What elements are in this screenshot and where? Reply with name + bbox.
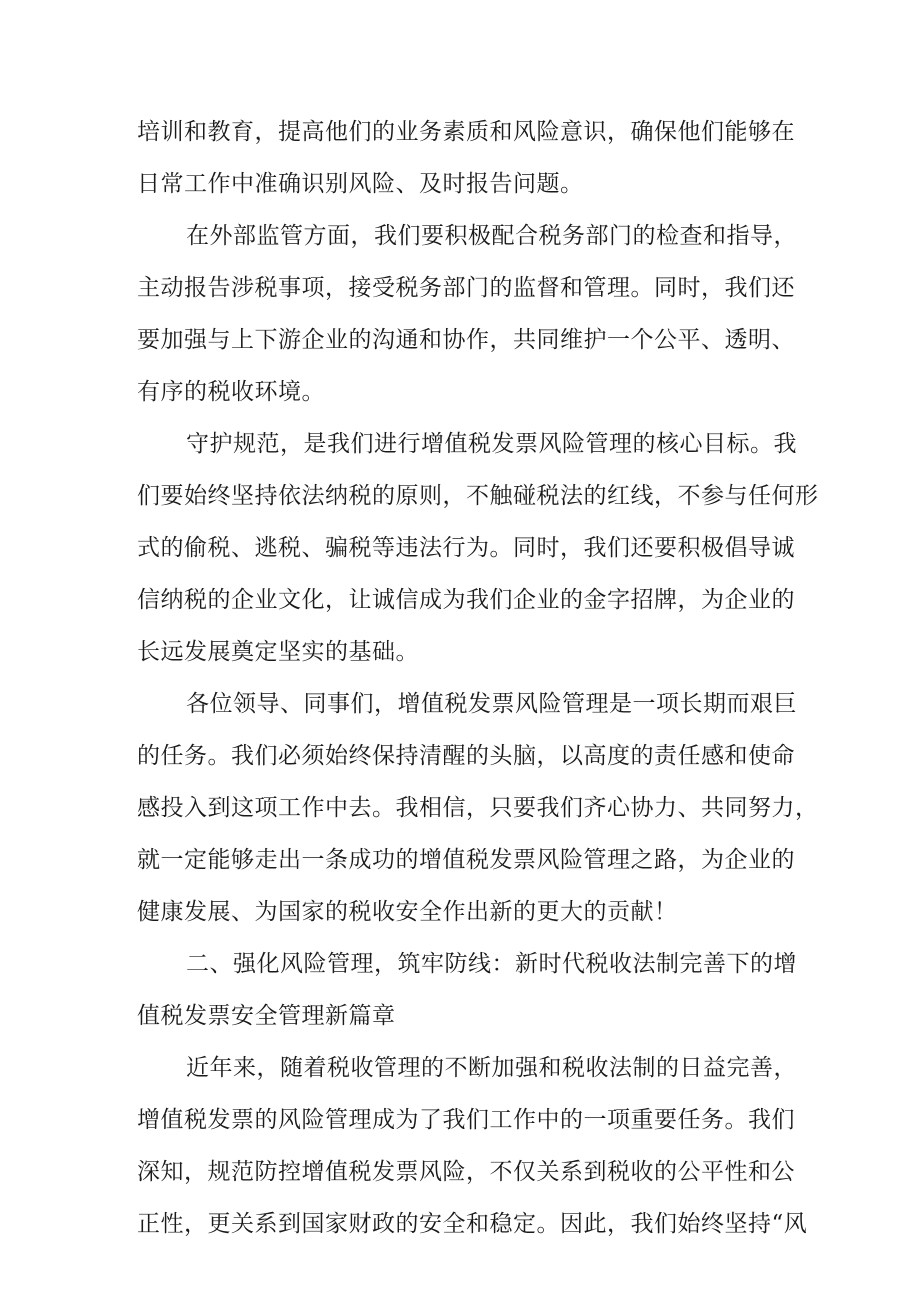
paragraph-first-line: 守护规范，是我们进行增值税发票风险管理的核心目标。我 xyxy=(186,431,797,457)
text-line: 健康发展、为国家的税收安全作出新的更大的贡献！ xyxy=(137,899,678,925)
text-line: 增值税发票的风险管理成为了我们工作中的一项重要任务。我们 xyxy=(137,1107,795,1133)
paragraph-first-line: 近年来，随着税收管理的不断加强和税收法制的日益完善， xyxy=(186,1055,797,1081)
text-line: 的任务。我们必须始终保持清醒的头脑，以高度的责任感和使命 xyxy=(137,743,795,769)
text-line: 深知，规范防控增值税发票风险，不仅关系到税收的公平性和公 xyxy=(137,1159,795,1185)
text-line: 要加强与上下游企业的沟通和协作，共同维护一个公平、透明、 xyxy=(137,327,795,353)
text-line: 有序的税收环境。 xyxy=(137,379,325,405)
text-line: 正性，更关系到国家财政的安全和稳定。因此，我们始终坚持“风 xyxy=(137,1211,808,1237)
text-line: 长远发展奠定坚实的基础。 xyxy=(137,639,419,665)
text-line: 式的偷税、逃税、骗税等违法行为。同时，我们还要积极倡导诚 xyxy=(137,535,795,561)
text-line: 日常工作中准确识别风险、及时报告问题。 xyxy=(137,171,584,197)
paragraph-first-line: 在外部监管方面，我们要积极配合税务部门的检查和指导， xyxy=(186,223,797,249)
paragraph-first-line: 各位领导、同事们，增值税发票风险管理是一项长期而艰巨 xyxy=(186,691,797,717)
text-line: 就一定能够走出一条成功的增值税发票风险管理之路，为企业的 xyxy=(137,847,795,873)
text-line: 主动报告涉税事项，接受税务部门的监督和管理。同时，我们还 xyxy=(137,275,795,301)
text-line: 感投入到这项工作中去。我相信，只要我们齐心协力、共同努力， xyxy=(137,795,819,821)
section-heading-line: 值税发票安全管理新篇章 xyxy=(137,1003,396,1029)
text-line: 培训和教育，提高他们的业务素质和风险意识，确保他们能够在 xyxy=(137,119,795,145)
text-line: 们要始终坚持依法纳税的原则，不触碰税法的红线，不参与任何形 xyxy=(137,483,819,509)
section-heading-line: 二、强化风险管理，筑牢防线：新时代税收法制完善下的增 xyxy=(186,951,797,977)
text-line: 信纳税的企业文化，让诚信成为我们企业的金字招牌，为企业的 xyxy=(137,587,795,613)
